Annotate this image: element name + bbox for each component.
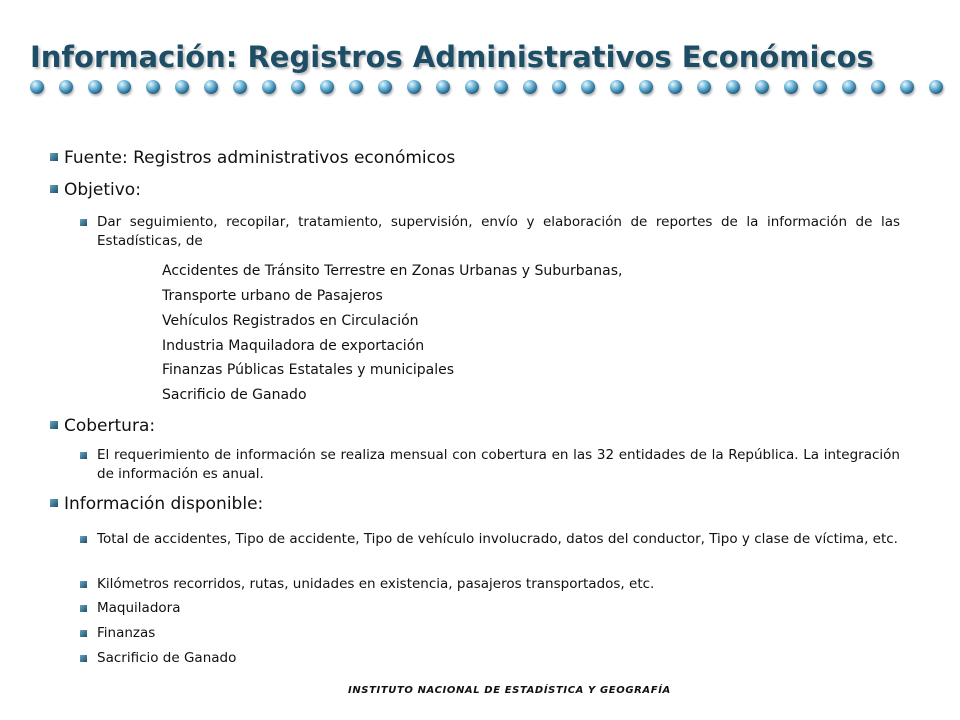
square-bullet-icon: [80, 581, 87, 588]
bullet-objetivo: [50, 180, 141, 200]
bullet-disponible: [50, 494, 263, 514]
decorative-dot-icon: [204, 80, 218, 94]
decorative-dot-icon: [726, 80, 740, 94]
decorative-dot-icon: [291, 80, 305, 94]
square-bullet-icon: [80, 630, 87, 637]
disponible-heading: Información disponible:: [64, 494, 264, 514]
square-bullet-icon: [80, 536, 87, 543]
decorative-dot-icon: [871, 80, 885, 94]
decorative-dot-icon: [842, 80, 856, 94]
decorative-dot-icon: [320, 80, 334, 94]
square-bullet-icon: [80, 655, 87, 662]
slide-title: Información: Registros Administrativos Económicos: [30, 40, 874, 74]
square-bullet-icon: [80, 605, 87, 612]
decorative-dot-icon: [233, 80, 247, 94]
decorative-dot-icon: [552, 80, 566, 94]
objetivo-text: Dar seguimiento, recopilar, tratamiento, supervisión, envío y elaboración de reportes de la información de las Estadísticas, de: [97, 214, 900, 249]
objetivo-description: [80, 213, 900, 251]
decorative-dot-icon: [639, 80, 653, 94]
decorative-dot-icon: [581, 80, 595, 94]
square-bullet-icon: [50, 153, 58, 161]
decorative-dot-icon: [523, 80, 537, 94]
decorative-dot-icon: [465, 80, 479, 94]
disponible-item: [80, 575, 900, 594]
square-bullet-icon: [80, 452, 87, 459]
decorative-dot-icon: [755, 80, 769, 94]
decorative-dot-icon: [813, 80, 827, 94]
decorative-dot-icon: [610, 80, 624, 94]
disponible-item: [80, 649, 900, 668]
decorative-dot-icon: [900, 80, 914, 94]
decorative-dot-icon: [88, 80, 102, 94]
decorative-dot-icon: [407, 80, 421, 94]
footer-institution: INSTITUTO NACIONAL DE ESTADÍSTICA Y GEOGRAFÍA: [348, 685, 671, 696]
objetivo-item: Transporte urbano de Pasajeros: [162, 288, 383, 304]
square-bullet-icon: [80, 219, 87, 226]
decorative-dot-icon: [436, 80, 450, 94]
decorative-dot-icon: [262, 80, 276, 94]
decorative-dot-icon: [175, 80, 189, 94]
cobertura-text: El requerimiento de información se realiza mensual con cobertura en las 32 entidades de la República. La integración de información es anual.: [97, 447, 900, 482]
disponible-item-text: Maquiladora: [97, 600, 181, 616]
decorative-dot-icon: [378, 80, 392, 94]
disponible-item-text: Finanzas: [97, 625, 156, 641]
objetivo-item: Finanzas Públicas Estatales y municipales: [162, 362, 455, 378]
disponible-item-text: Sacrificio de Ganado: [97, 650, 237, 666]
disponible-item: [80, 599, 900, 618]
objetivo-item: Vehículos Registrados en Circulación: [162, 313, 419, 329]
decorative-dot-icon: [668, 80, 682, 94]
objetivo-heading: Objetivo:: [64, 180, 141, 200]
decorative-dot-icon: [784, 80, 798, 94]
square-bullet-icon: [50, 499, 58, 507]
bullet-cobertura: [50, 416, 155, 436]
decorative-dot-icon: [929, 80, 943, 94]
disponible-item-text: Total de accidentes, Tipo de accidente, Tipo de vehículo involucrado, datos del conductor, Tipo y clase de víctima, etc.: [97, 531, 898, 547]
cobertura-description: [80, 446, 900, 484]
square-bullet-icon: [50, 421, 58, 429]
decorative-dot-icon: [494, 80, 508, 94]
decorative-dot-icon: [30, 80, 44, 94]
decorative-dot-icon: [349, 80, 363, 94]
objetivo-item: Industria Maquiladora de exportación: [162, 338, 425, 354]
disponible-item: [80, 624, 900, 643]
cobertura-heading: Cobertura:: [64, 416, 156, 436]
objetivo-item: Sacrificio de Ganado: [162, 387, 307, 403]
fuente-text: Fuente: Registros administrativos económicos: [64, 148, 456, 168]
decorative-dot-icon: [117, 80, 131, 94]
decorative-dot-icon: [146, 80, 160, 94]
decorative-dot-rule: [30, 78, 935, 98]
disponible-item: [80, 530, 900, 549]
square-bullet-icon: [50, 185, 58, 193]
objetivo-item: Accidentes de Tránsito Terrestre en Zonas Urbanas y Suburbanas,: [162, 263, 623, 279]
decorative-dot-icon: [59, 80, 73, 94]
disponible-item-text: Kilómetros recorridos, rutas, unidades en existencia, pasajeros transportados, etc.: [97, 576, 655, 592]
decorative-dot-icon: [697, 80, 711, 94]
bullet-fuente: [50, 148, 455, 168]
